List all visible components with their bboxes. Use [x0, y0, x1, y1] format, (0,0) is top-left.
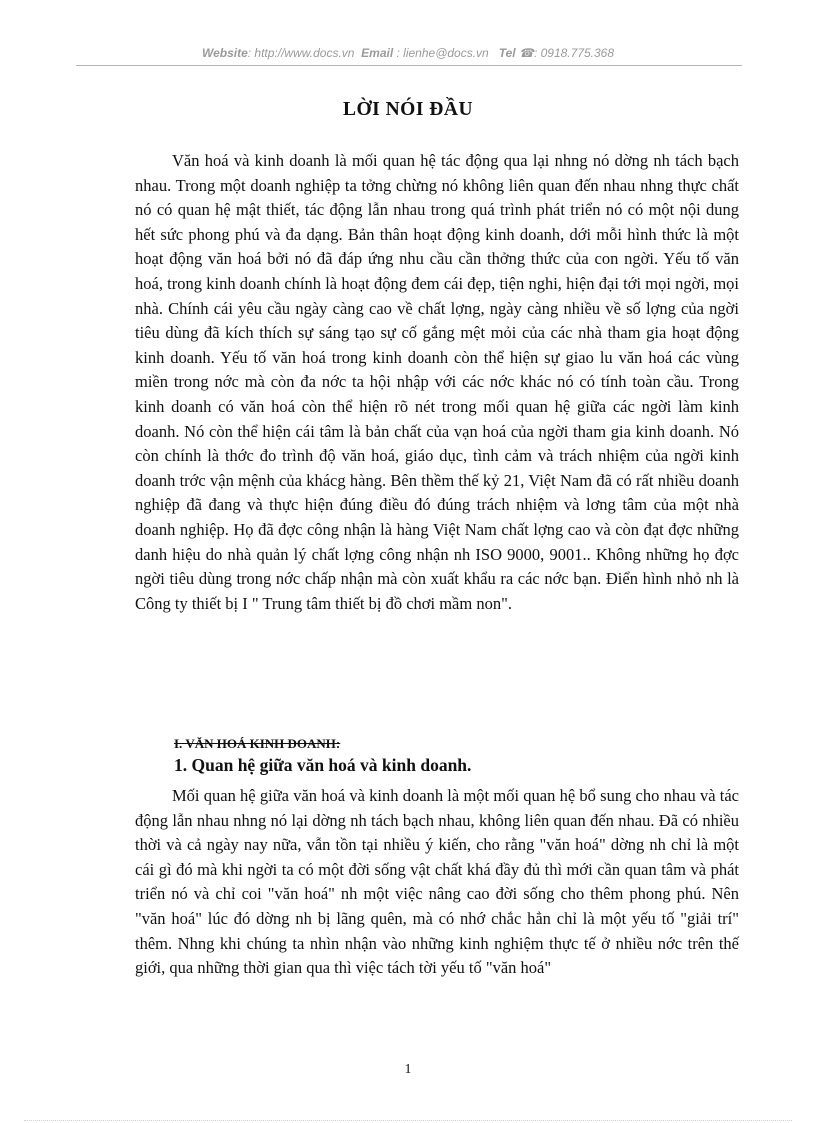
page-title: LỜI NÓI ĐẦU: [342, 99, 474, 120]
website-value: : http://www.docs.vn: [247, 46, 355, 60]
subsection-heading: 1. Quan hệ giữa văn hoá và kinh doanh.: [174, 755, 472, 775]
page-number: 1: [404, 1062, 412, 1077]
header-divider: [76, 65, 742, 66]
tel-label: Tel: [498, 46, 516, 60]
section-heading: I. VĂN HOÁ KINH DOANH:: [174, 736, 341, 751]
tel-value: ☎: 0918.775.368: [519, 46, 615, 60]
footer-divider: [24, 1120, 792, 1121]
website-label: Website: [201, 46, 248, 60]
email-label: Email: [361, 46, 394, 60]
document-header: [0, 46, 816, 60]
section-paragraph: Mối quan hệ giữa văn hoá và kinh doanh là một mối quan hệ bổ sung cho nhau và tác động lẫn nhau nhng nó lại dờng nh tách bạch nhau, không liên quan đến nhau. Đã có nhiều thời và cả ngày nay nữa, vẫn tồn tại nhiều ý kiến, cho rằng "văn hoá" dờng nh chỉ là một cái gì đó mà khi ngời ta có một đời sống vật chất khá đầy đủ thì mới cần quan tâm và phát triển nó và chỉ coi "văn hoá" nh một việc nâng cao đời sống cho thêm phong phú. Nên "văn hoá" lúc đó dờng nh bị lãng quên, mà có nhớ chắc hẳn chỉ là một yếu tố "giải trí" thêm. Nhng khi chúng ta nhìn nhận vào những kinh nghiệm thực tế ở nhiều nớc trên thế giới, qua những thời gian qua thì việc tách tời yếu tố "văn hoá": [135, 786, 739, 978]
intro-paragraph: Văn hoá và kinh doanh là mối quan hệ tác động qua lại nhng nó dờng nh tách bạch nhau. Trong một doanh nghiệp ta tởng chừng nó không liên quan đến nhau nhng thực chất nó có quan hệ mật thiết, tác động lẫn nhau trong quá trình phát triển nó có một nội dung hết sức phong phú và đa dạng. Bản thân hoạt động kinh doanh, dới mỗi hình thức là một hoạt động văn hoá bởi nó đã đáp ứng nhu cầu cần thởng thức của con ngời. Yếu tố văn hoá, trong kinh doanh chính là hoạt động đem cái đẹp, tiện nghi, hiện đại tới mọi ngời, mọi nhà. Chính cái yêu cầu ngày càng cao về chất lợng, ngày càng nhiều về số lợng của ngời tiêu dùng đã kích thích sự sáng tạo sự cố gắng mệt mỏi của các nhà tham gia hoạt động kinh doanh. Yếu tố văn hoá trong kinh doanh còn thể hiện sự giao lu văn hoá các vùng miền trong nớc mà còn đa nớc ta hội nhập với các nớc khác nó có tính toàn cầu. Trong kinh doanh có văn hoá còn thể hiện rõ nét trong mối quan hệ giữa các ngời làm kinh doanh. Nó còn thể hiện cái tâm là bản chất của vạn hoá của ngời tham gia kinh doanh. Nó còn chính là thớc đo trình độ văn hoá, giáo dục, tình cảm và trách nhiệm của ngời kinh doanh trớc vận mệnh của khácg hàng. Bên thềm thế kỷ 21, Việt Nam đã có rất nhiều doanh nghiệp đã đang và thực hiện đúng điều đó đúng trách nhiệm và lơng tâm của một nhà doanh nghiệp. Họ đã đợc công nhận là hàng Việt Nam chất lợng cao và còn đạt đợc những danh hiệu do nhà quản lý chất lợng công nhận nh ISO 9000, 9001.. Không những họ đợc ngời tiêu dùng trong nớc chấp nhận mà còn xuất khẩu ra các nớc bạn. Điển hình nhỏ nh là Công ty thiết bị I " Trung tâm thiết bị đồ chơi mầm non".: [135, 151, 739, 613]
email-value: : lienhe@docs.vn: [396, 46, 489, 60]
